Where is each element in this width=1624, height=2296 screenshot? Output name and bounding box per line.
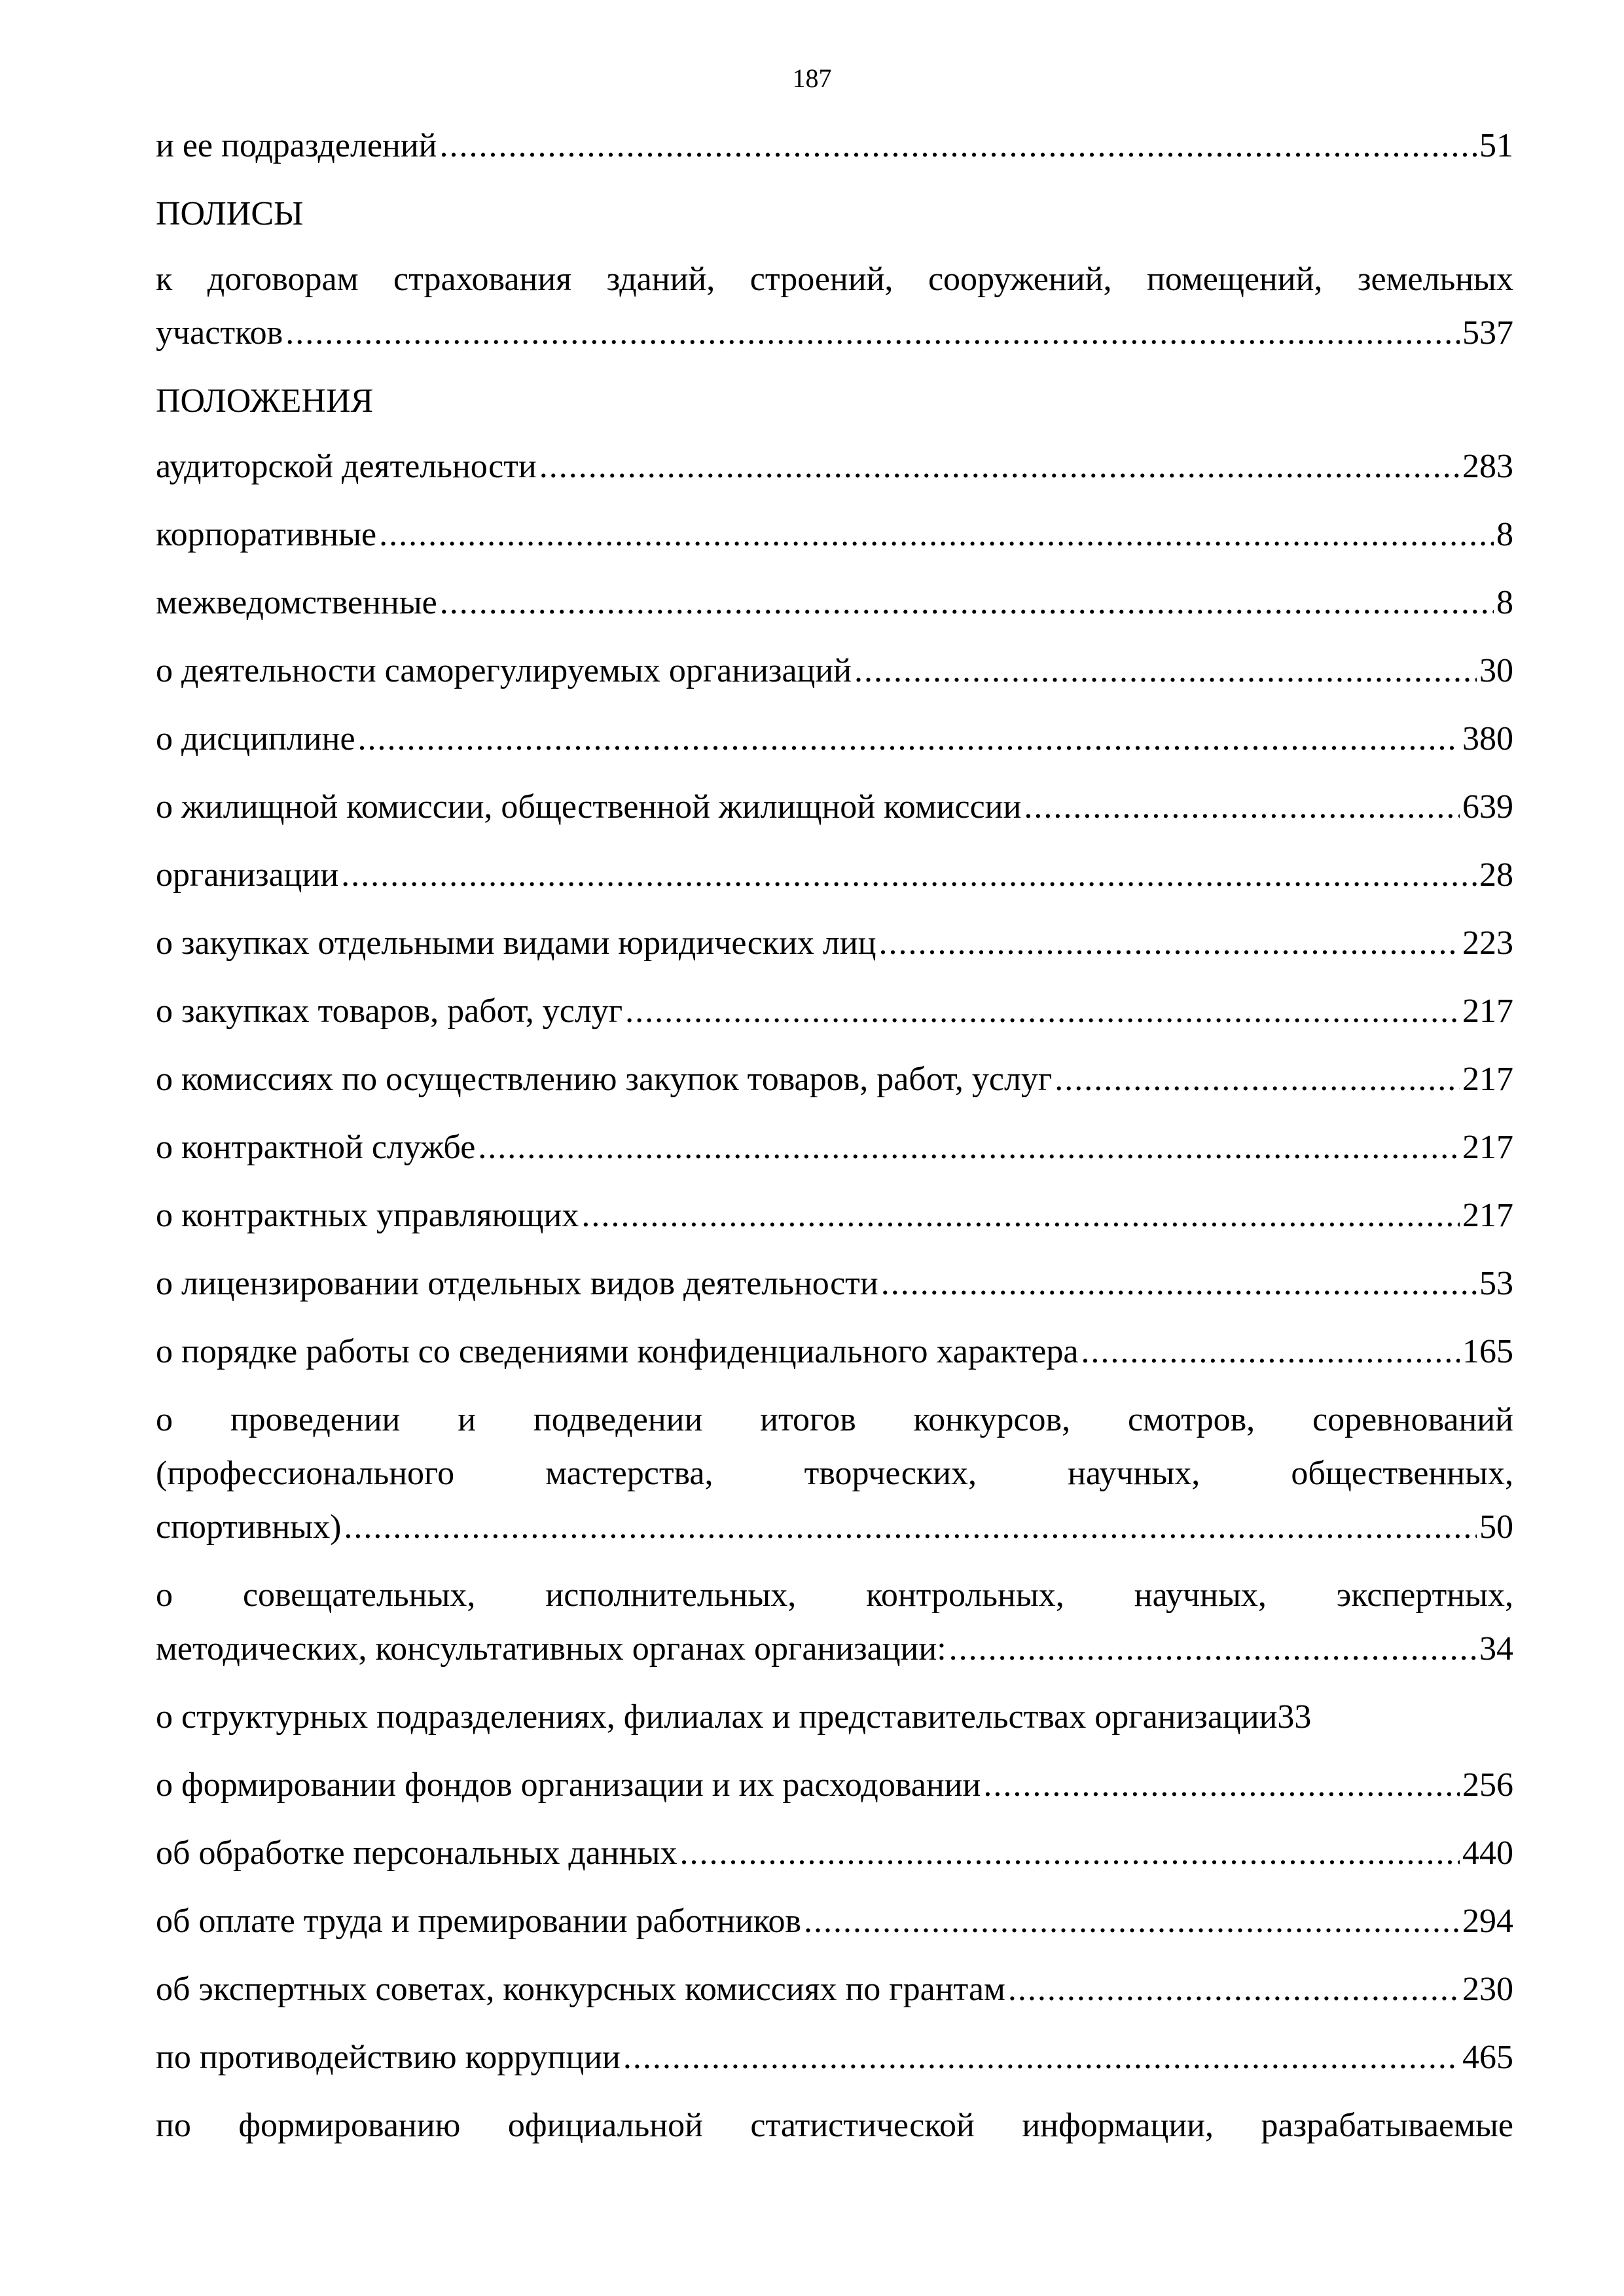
index-entry (156, 1827, 1513, 1880)
dot-leader (854, 644, 1477, 698)
entry-label: об обработке персональных данных (156, 1834, 677, 1872)
dot-leader (341, 848, 1477, 902)
index-entry (156, 119, 1513, 173)
toc-line (156, 1189, 1513, 1243)
index-entry (156, 1963, 1513, 2016)
dot-leader (804, 1895, 1460, 1948)
entry-page-number: 217 (1462, 1129, 1513, 1166)
entry-text-line: к договорам страхования зданий, строений, сооружений, помещений, земельных (156, 261, 1513, 298)
entry-label: по противодействию коррупции (156, 2039, 621, 2076)
index-entry (156, 576, 1513, 630)
dot-leader (1024, 780, 1460, 834)
toc-line (156, 1895, 1513, 1948)
entry-page-number: 50 (1479, 1508, 1513, 1546)
entry-page-number: 440 (1462, 1834, 1513, 1872)
entry-page-number: 51 (1479, 127, 1513, 164)
entry-label: о деятельности саморегулируемых организаций (156, 652, 852, 689)
toc-line (156, 780, 1513, 834)
entry-page-number: 639 (1462, 788, 1513, 826)
entry-label: и ее подразделений (156, 127, 437, 164)
entry-page-number: 223 (1462, 924, 1513, 962)
section-heading: ПОЛОЖЕНИЯ (156, 382, 374, 420)
entry-label: о лицензировании отдельных видов деятельности (156, 1265, 878, 1302)
toc-line (156, 1758, 1513, 1812)
toc-line (156, 848, 1513, 902)
entry-page-number: 8 (1496, 584, 1513, 621)
dot-leader (881, 1257, 1477, 1311)
index-entry (156, 780, 1513, 834)
index-entry (156, 712, 1513, 766)
toc-line (156, 1325, 1513, 1379)
toc-line (156, 1963, 1513, 2016)
entry-label: спортивных) (156, 1508, 342, 1546)
toc-line (156, 1622, 1513, 1676)
entry-text-line: по формированию официальной статистической информации, разрабатываемые (156, 2107, 1513, 2144)
toc-line (156, 440, 1513, 494)
toc-line (156, 917, 1513, 970)
index-entry (156, 1895, 1513, 1948)
index-entry (156, 440, 1513, 494)
entry-label: организации (156, 856, 339, 894)
index-entry (156, 1121, 1513, 1175)
index-entry (156, 1690, 1513, 1744)
entry-text-line: о проведении и подведении итогов конкурсов, смотров, соревнований (156, 1401, 1513, 1438)
index-entry (156, 2099, 1513, 2153)
entry-label: аудиторской деятельности (156, 448, 537, 485)
index-entry (156, 508, 1513, 562)
entry-label: о закупках товаров, работ, услуг (156, 993, 623, 1030)
toc-line (156, 508, 1513, 562)
toc-line (156, 1257, 1513, 1311)
toc-line (156, 1827, 1513, 1880)
index-entry (156, 644, 1513, 698)
index-entry-multiline (156, 253, 1513, 360)
entry-text-line: о структурных подразделениях, филиалах и представительствах организации33 (156, 1698, 1312, 1736)
entry-label: о контрактных управляющих (156, 1197, 579, 1234)
index-entry (156, 2031, 1513, 2085)
toc-line (156, 306, 1513, 360)
entry-page-number: 30 (1479, 652, 1513, 689)
toc-line (156, 2031, 1513, 2085)
entry-page-number: 256 (1462, 1766, 1513, 1804)
section-heading: ПОЛИСЫ (156, 195, 304, 232)
entry-page-number: 28 (1479, 856, 1513, 894)
entry-label: о контрактной службе (156, 1129, 476, 1166)
entry-label: участков (156, 314, 283, 352)
entry-page-number: 283 (1462, 448, 1513, 485)
toc-line (156, 1121, 1513, 1175)
entry-page-number: 537 (1462, 314, 1513, 352)
entry-label: об экспертных советах, конкурсных комиссиях по грантам (156, 1971, 1005, 2008)
page-number: 187 (792, 64, 832, 93)
index-entry (156, 848, 1513, 902)
dot-leader (623, 2031, 1460, 2085)
entry-label: о закупках отдельными видами юридических лиц (156, 924, 876, 962)
entry-page-number: 34 (1479, 1630, 1513, 1667)
entry-text-line: о совещательных, исполнительных, контрольных, научных, экспертных, (156, 1576, 1513, 1614)
entry-label: о жилищной комиссии, общественной жилищной комиссии (156, 788, 1022, 826)
toc-line (156, 1053, 1513, 1106)
index-content (156, 119, 1513, 2167)
dot-leader (879, 917, 1460, 970)
dot-leader (478, 1121, 1460, 1175)
entry-page-number: 8 (1496, 516, 1513, 553)
entry-label: о комиссиях по осуществлению закупок товаров, работ, услуг (156, 1061, 1053, 1098)
entry-page-number: 380 (1462, 720, 1513, 757)
index-entry-multiline (156, 1569, 1513, 1676)
dot-leader (1008, 1963, 1460, 2016)
toc-line (156, 985, 1513, 1038)
entry-label: о дисциплине (156, 720, 355, 757)
entry-label: методических, консультативных органах организации: (156, 1630, 947, 1667)
index-entry (156, 1325, 1513, 1379)
entry-page-number: 230 (1462, 1971, 1513, 2008)
index-entry-multiline (156, 1393, 1513, 1554)
index-entry (156, 1189, 1513, 1243)
dot-leader (285, 306, 1460, 360)
toc-line (156, 644, 1513, 698)
entry-page-number: 165 (1462, 1333, 1513, 1370)
dot-leader (949, 1622, 1477, 1676)
index-entry (156, 1053, 1513, 1106)
dot-leader (379, 508, 1494, 562)
dot-leader (581, 1189, 1460, 1243)
toc-line (156, 576, 1513, 630)
entry-label: об оплате труда и премировании работников (156, 1903, 802, 1940)
dot-leader (625, 985, 1460, 1038)
entry-page-number: 53 (1479, 1265, 1513, 1302)
index-entry (156, 1257, 1513, 1311)
dot-leader (679, 1827, 1460, 1880)
entry-label: корпоративные (156, 516, 377, 553)
index-entry (156, 1758, 1513, 1812)
entry-page-number: 217 (1462, 993, 1513, 1030)
entry-page-number: 217 (1462, 1061, 1513, 1098)
dot-leader (440, 119, 1477, 173)
dot-leader (344, 1501, 1477, 1554)
entry-page-number: 294 (1462, 1903, 1513, 1940)
entry-label: о порядке работы со сведениями конфиденциального характера (156, 1333, 1079, 1370)
dot-leader (1055, 1053, 1460, 1106)
entry-label: межведомственные (156, 584, 437, 621)
index-entry (156, 985, 1513, 1038)
dot-leader (358, 712, 1460, 766)
entry-text-line: (профессионального мастерства, творческих, научных, общественных, (156, 1455, 1513, 1492)
toc-line (156, 1501, 1513, 1554)
dot-leader (1081, 1325, 1460, 1379)
index-entry (156, 917, 1513, 970)
dot-leader (983, 1758, 1460, 1812)
dot-leader (440, 576, 1494, 630)
dot-leader (539, 440, 1460, 494)
toc-line (156, 119, 1513, 173)
toc-line (156, 712, 1513, 766)
entry-page-number: 465 (1462, 2039, 1513, 2076)
entry-label: о формировании фондов организации и их расходовании (156, 1766, 981, 1804)
entry-page-number: 217 (1462, 1197, 1513, 1234)
